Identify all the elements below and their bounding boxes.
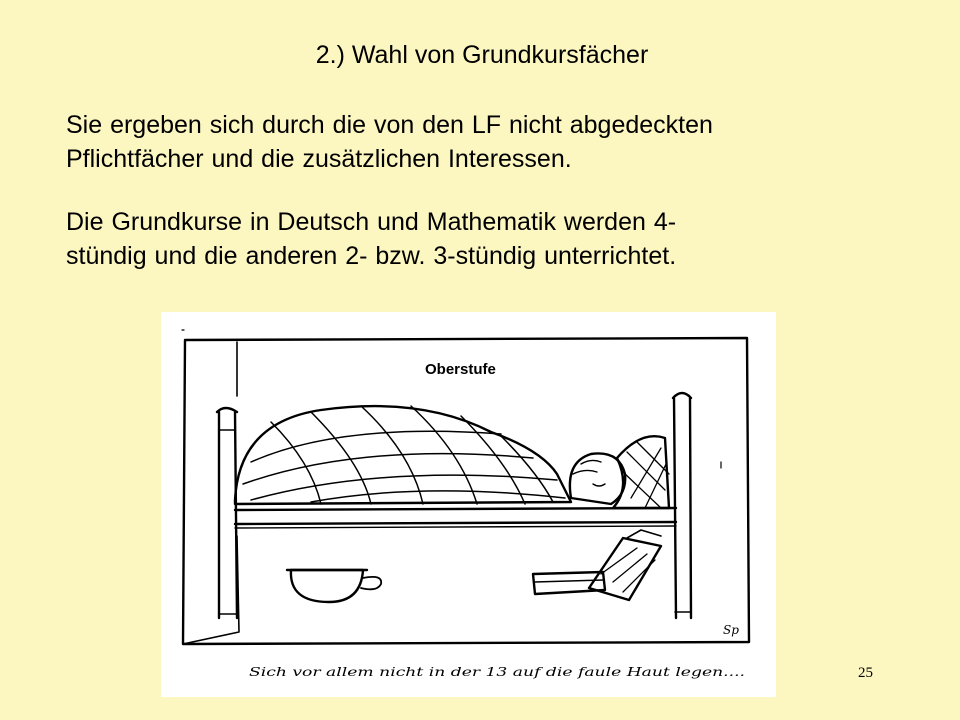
paragraph-grundkurse [66, 205, 886, 273]
cartoon-label-oberstufe: Oberstufe [425, 361, 496, 378]
paragraph-2-line-1: Die Grundkurse in Deutsch und Mathematik werden 4- [66, 208, 677, 236]
bed-post-right [673, 393, 691, 618]
floor-corner-line [183, 536, 239, 644]
page-number: 25 [858, 665, 873, 681]
bed-rail [235, 508, 676, 524]
blanket-pattern [243, 406, 565, 504]
pillow [613, 436, 669, 508]
paragraph-1-line-2: Pflichtfächer und die zusätzlichen Interessen. [66, 145, 572, 173]
book-stack [533, 530, 661, 600]
chamber-pot [291, 570, 363, 602]
closed-eye [593, 484, 605, 486]
paragraph-pflichtfaecher [66, 108, 886, 176]
paragraph-2-line-2: stündig und die anderen 2- bzw. 3-stündig unterrichtet. [66, 242, 677, 270]
pot-handle [361, 577, 381, 589]
cartoon-signature: Sp [723, 623, 739, 637]
cartoon-caption: Sich vor allem nicht in der 13 auf die faule Haut legen.... [249, 665, 745, 679]
bed-post-left [217, 408, 237, 618]
cartoon-image [161, 312, 776, 697]
slide-title: 2.) Wahl von Grundkursfächer [315, 41, 649, 69]
paragraph-1-line-1: Sie ergeben sich durch die von den LF nicht abgedeckten [66, 111, 713, 139]
cartoon-drawing [161, 312, 776, 697]
